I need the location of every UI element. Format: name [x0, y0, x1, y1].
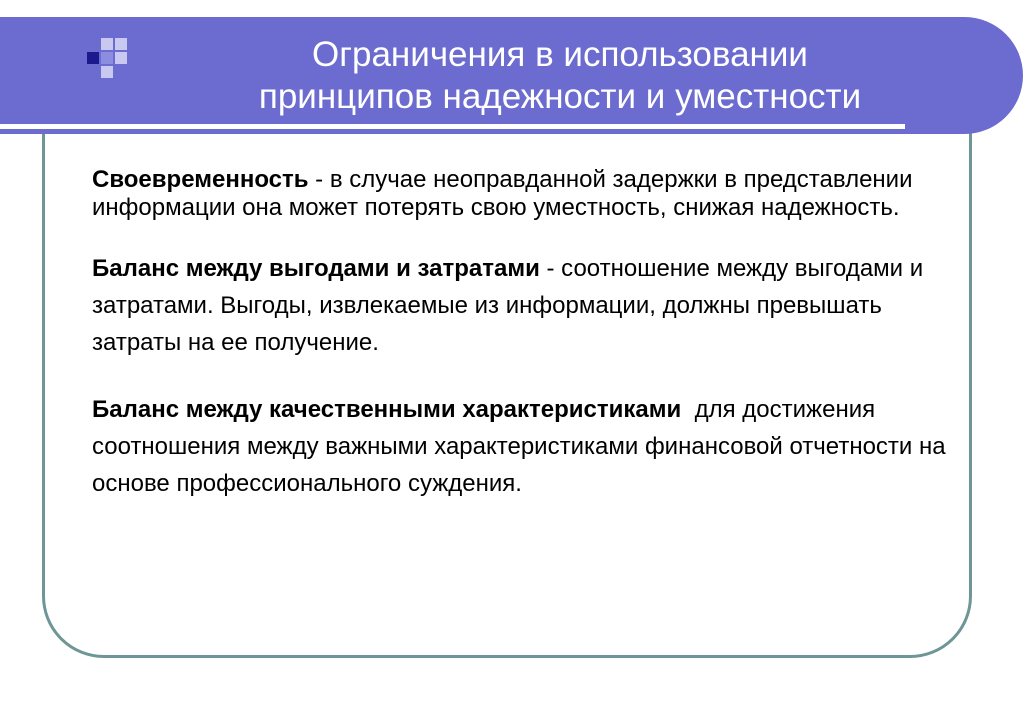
slide-title: [150, 34, 970, 118]
term-qualitative-balance: Баланс между качественными характеристиками: [92, 396, 682, 423]
definition-cost-benefit: - соотношение между выгодами и затратами. Выгоды, извлекаемые из информации, должны превышать затраты на ее получение.: [92, 255, 924, 356]
paragraph-qualitative-balance: [92, 391, 952, 502]
body-text: [92, 166, 952, 502]
definition-timeliness: - в случае неоправданной задержки в представлении информации она может потерять свою уместность, снижая надежность.: [92, 166, 913, 221]
term-cost-benefit: Баланс между выгодами и затратами: [92, 255, 540, 282]
term-timeliness: Своевременность: [92, 166, 309, 193]
paragraph-timeliness: [92, 166, 952, 222]
paragraph-cost-benefit: [92, 250, 952, 361]
title-line-2: принципов надежности и уместности: [258, 77, 862, 116]
logo-squares-icon: [87, 38, 141, 92]
definition-qualitative-balance: для достижения соотношения между важными характеристиками финансовой отчетности на основе профессионального суждения.: [92, 396, 953, 497]
title-line-1: Ограничения в использовании: [312, 35, 808, 74]
title-underline: [0, 124, 905, 129]
